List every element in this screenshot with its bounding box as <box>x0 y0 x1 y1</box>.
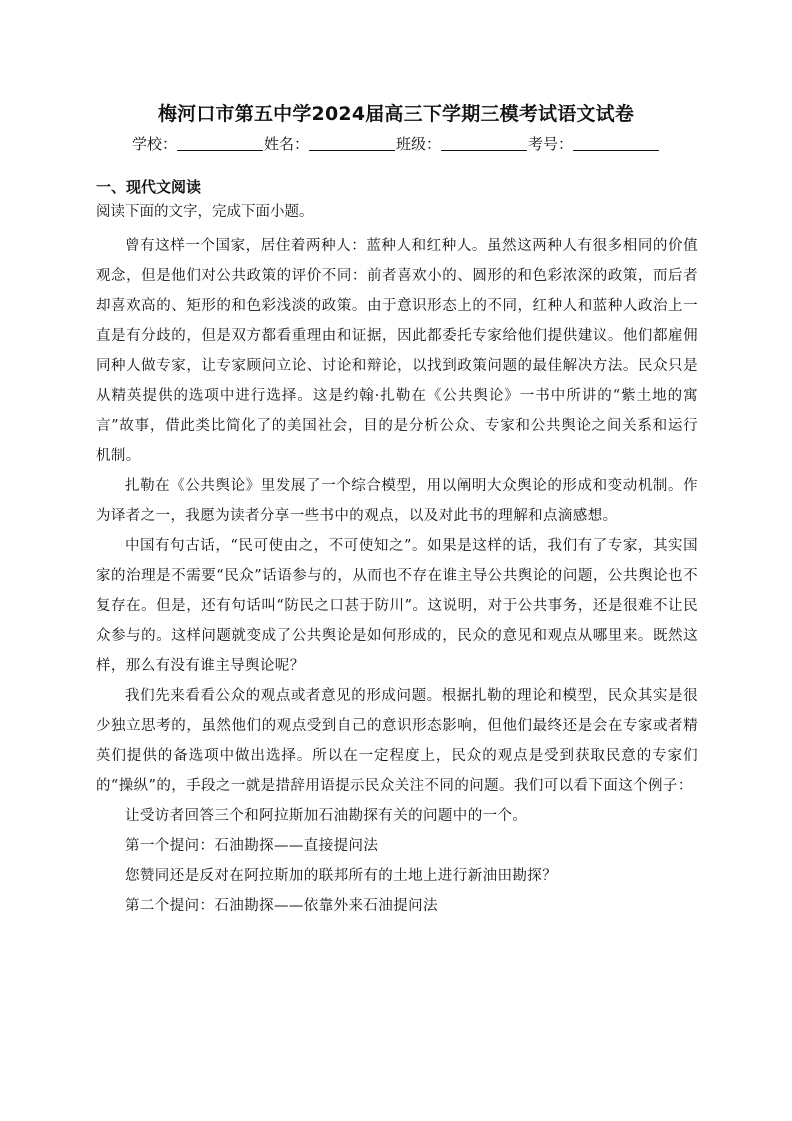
passage-body <box>96 231 698 921</box>
passage-paragraph: 中国有句古话，“民可使由之，不可使知之”。如果是这样的话，我们有了专家，其实国家的治理是不需要“民众”话语参与的，从而也不存在谁主导公共舆论的问题，公共舆论也不复存在。但是，还有句话叫“防民之口甚于防川”。这说明，对于公共事务，还是很难不让民众参与的。这样问题就变成了公共舆论是如何形成的，民众的意见和观点从哪里来。既然这样，那么有没有谁主导舆论呢？ <box>96 538 698 674</box>
passage-paragraph: 我们先来看看公众的观点或者意见的形成问题。根据扎勒的理论和模型，民众其实是很少独立思考的，虽然他们的观点受到自己的意识形态影响，但他们最终还是会在专家或者精英们提供的备选项中做出选择。所以在一定程度上，民众的观点是受到获取民意的专家们的“操纵”的，手段之一就是措辞用语提示民众关注不同的问题。我们可以看下面这个例子： <box>96 688 698 794</box>
school-blank[interactable] <box>177 135 263 151</box>
school-label: 学校： <box>131 135 177 153</box>
exam-number-label: 考号： <box>528 135 574 153</box>
passage-paragraph: 第二个提问：石油勘探——依靠外来石油提问法 <box>125 898 438 914</box>
passage-paragraph: 第一个提问：石油勘探——直接提问法 <box>125 838 379 854</box>
passage-paragraph: 曾有这样一个国家，居住着两种人：蓝种人和红种人。虽然这两种人有很多相同的价值观念，但是他们对公共政策的评价不同：前者喜欢小的、圆形的和色彩浓深的政策，而后者却喜欢高的、矩形的和色彩浅淡的政策。由于意识形态上的不同，红种人和蓝种人政治上一直是有分歧的，但是双方都看重理由和证据，因此都委托专家给他们提供建议。他们都雇佣同种人做专家，让专家顾问立论、讨论和辩论，以找到政策问题的最佳解决方法。民众只是从精英提供的选项中进行选择。这是约翰·扎勒在《公共舆论》一书中所讲的“紫土地的寓言”故事，借此类比简化了的美国社会，目的是分析公众、专家和公共舆论之间关系和运行机制。 <box>96 238 698 464</box>
class-label: 班级： <box>396 135 442 153</box>
name-blank[interactable] <box>309 135 395 151</box>
passage-paragraph: 扎勒在《公共舆论》里发展了一个综合模型，用以阐明大众舆论的形成和变动机制。作为译者之一，我愿为读者分享一些书中的观点，以及对此书的理解和点滴感想。 <box>96 478 698 524</box>
section-heading: 一、现代文阅读 <box>96 178 202 196</box>
reading-instruction: 阅读下面的文字，完成下面小题。 <box>96 204 314 220</box>
exam-number-blank[interactable] <box>573 135 659 151</box>
student-info-line <box>0 132 792 156</box>
page-title: 梅河口市第五中学2024届高三下学期三模考试语文试卷 <box>157 103 635 125</box>
passage-paragraph: 您赞同还是反对在阿拉斯加的联邦所有的土地上进行新油田勘探？ <box>125 868 558 884</box>
name-label: 姓名： <box>263 135 309 153</box>
class-blank[interactable] <box>441 135 527 151</box>
passage-paragraph: 让受访者回答三个和阿拉斯加石油勘探有关的问题中的一个。 <box>125 808 528 824</box>
